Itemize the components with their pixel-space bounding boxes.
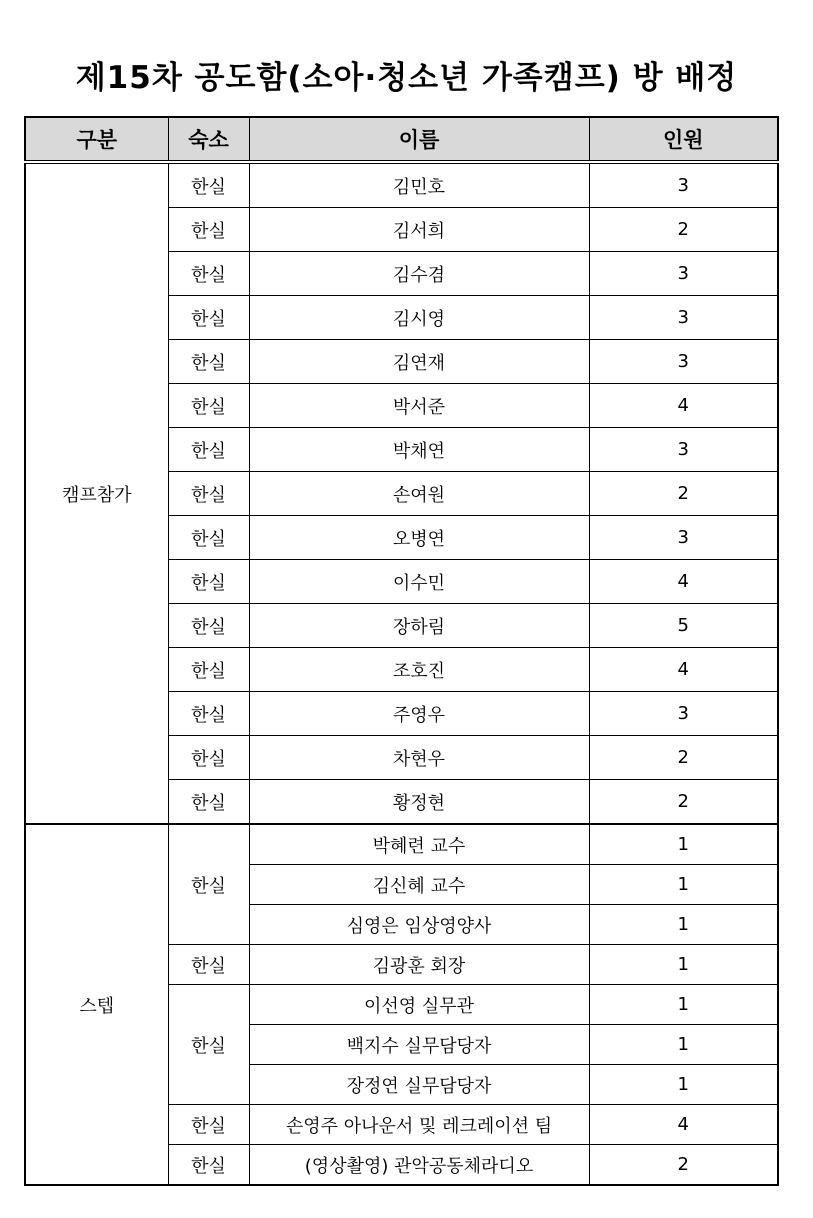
- name-cell: (영상촬영) 관악공동체라디오: [249, 1145, 589, 1186]
- name-cell: 백지수 실무담당자: [249, 1025, 589, 1065]
- count-cell: 3: [589, 296, 778, 340]
- lodging-cell: 한실: [168, 516, 249, 560]
- name-cell: 이선영 실무관: [249, 985, 589, 1025]
- count-cell: 4: [589, 1105, 778, 1145]
- header-count: 인원: [589, 117, 778, 162]
- count-cell: 2: [589, 780, 778, 825]
- name-cell: 김연재: [249, 340, 589, 384]
- count-cell: 3: [589, 340, 778, 384]
- name-cell: 장하림: [249, 604, 589, 648]
- name-cell: 주영우: [249, 692, 589, 736]
- staff-group: [25, 824, 778, 1185]
- header-name: 이름: [249, 117, 589, 162]
- count-cell: 3: [589, 252, 778, 296]
- category-cell: 스텝: [25, 824, 168, 1185]
- lodging-cell: 한실: [168, 252, 249, 296]
- name-cell: 김시영: [249, 296, 589, 340]
- count-cell: 4: [589, 648, 778, 692]
- count-cell: 1: [589, 905, 778, 945]
- name-cell: 김민호: [249, 162, 589, 208]
- page-title: 제15차 공도함(소아·청소년 가족캠프) 방 배정: [75, 60, 738, 96]
- count-cell: 1: [589, 1065, 778, 1105]
- lodging-cell: 한실: [168, 604, 249, 648]
- name-cell: 김서희: [249, 208, 589, 252]
- name-cell: 조호진: [249, 648, 589, 692]
- count-cell: 3: [589, 162, 778, 208]
- name-cell: 손여원: [249, 472, 589, 516]
- room-assignment-table: [24, 116, 779, 1186]
- camp-participants-group: [25, 162, 778, 824]
- lodging-cell: 한실: [168, 384, 249, 428]
- name-cell: 김신혜 교수: [249, 865, 589, 905]
- name-cell: 심영은 임상영양사: [249, 905, 589, 945]
- lodging-cell: 한실: [168, 824, 249, 945]
- name-cell: 박혜련 교수: [249, 824, 589, 865]
- count-cell: 5: [589, 604, 778, 648]
- count-cell: 3: [589, 692, 778, 736]
- name-cell: 박채연: [249, 428, 589, 472]
- count-cell: 4: [589, 384, 778, 428]
- lodging-cell: 한실: [168, 692, 249, 736]
- count-cell: 2: [589, 736, 778, 780]
- count-cell: 4: [589, 560, 778, 604]
- count-cell: 3: [589, 516, 778, 560]
- name-cell: 차현우: [249, 736, 589, 780]
- name-cell: 황정현: [249, 780, 589, 825]
- count-cell: 1: [589, 824, 778, 865]
- lodging-cell: 한실: [168, 648, 249, 692]
- table-row: [25, 162, 778, 208]
- name-cell: 김수겸: [249, 252, 589, 296]
- count-cell: 1: [589, 985, 778, 1025]
- header-lodging: 숙소: [168, 117, 249, 162]
- header-row: [25, 117, 778, 162]
- table-row: [25, 824, 778, 865]
- name-cell: 이수민: [249, 560, 589, 604]
- lodging-cell: 한실: [168, 1145, 249, 1186]
- lodging-cell: 한실: [168, 472, 249, 516]
- category-cell: 캠프참가: [25, 162, 168, 824]
- lodging-cell: 한실: [168, 340, 249, 384]
- lodging-cell: 한실: [168, 560, 249, 604]
- count-cell: 1: [589, 945, 778, 985]
- name-cell: 박서준: [249, 384, 589, 428]
- count-cell: 2: [589, 1145, 778, 1186]
- count-cell: 2: [589, 208, 778, 252]
- name-cell: 김광훈 회장: [249, 945, 589, 985]
- lodging-cell: 한실: [168, 780, 249, 825]
- header-category: 구분: [25, 117, 168, 162]
- lodging-cell: 한실: [168, 985, 249, 1105]
- count-cell: 1: [589, 865, 778, 905]
- name-cell: 장정연 실무담당자: [249, 1065, 589, 1105]
- lodging-cell: 한실: [168, 1105, 249, 1145]
- lodging-cell: 한실: [168, 296, 249, 340]
- count-cell: 1: [589, 1025, 778, 1065]
- lodging-cell: 한실: [168, 208, 249, 252]
- lodging-cell: 한실: [168, 736, 249, 780]
- lodging-cell: 한실: [168, 428, 249, 472]
- count-cell: 2: [589, 472, 778, 516]
- name-cell: 오병연: [249, 516, 589, 560]
- lodging-cell: 한실: [168, 162, 249, 208]
- name-cell: 손영주 아나운서 및 레크레이션 팀: [249, 1105, 589, 1145]
- count-cell: 3: [589, 428, 778, 472]
- lodging-cell: 한실: [168, 945, 249, 985]
